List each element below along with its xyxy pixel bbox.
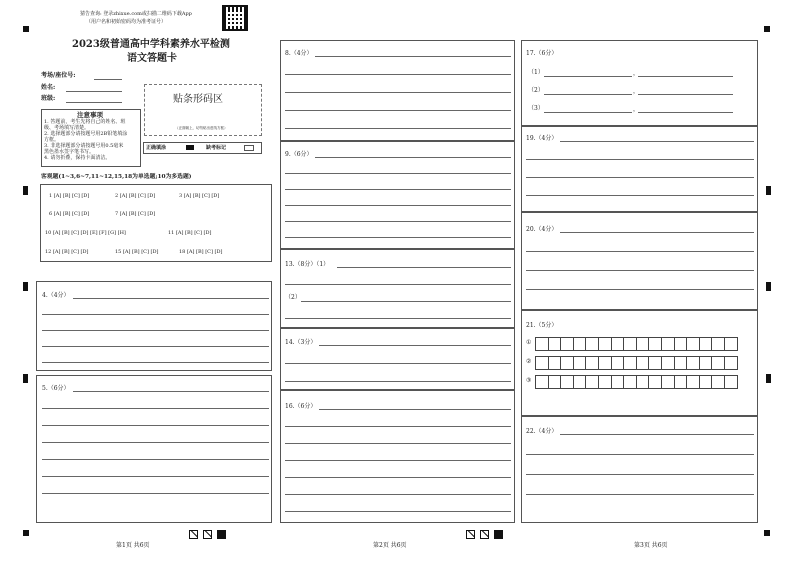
writing-grid-row-3[interactable]: [535, 375, 737, 389]
answer-line[interactable]: [42, 425, 269, 426]
grid-cell[interactable]: [585, 337, 599, 351]
q17-box: [521, 40, 758, 126]
answer-line[interactable]: [42, 476, 269, 477]
instruction-line: 1. 答题前，考生先将自己的姓名、班: [44, 119, 126, 125]
grid-cell[interactable]: [686, 337, 700, 351]
side-mark: [766, 186, 771, 195]
q20-box: [521, 212, 758, 310]
grid-cell[interactable]: [548, 356, 562, 370]
q21-box: [521, 310, 758, 416]
status-box: [143, 142, 262, 154]
answer-line[interactable]: [42, 442, 269, 443]
barcode-area: [144, 84, 262, 136]
grid-cell[interactable]: [535, 337, 549, 351]
page-number-1: 第1页 共6页: [116, 542, 150, 549]
grid-cell[interactable]: [573, 356, 587, 370]
grid-cell[interactable]: [560, 337, 574, 351]
choice-row-item[interactable]: 12 [A] [B] [C] [D]: [45, 249, 89, 255]
grid-cell[interactable]: [611, 337, 625, 351]
answer-line[interactable]: [42, 314, 269, 315]
q22-box: [521, 416, 758, 523]
grid-cell[interactable]: [636, 356, 650, 370]
class-field[interactable]: [66, 102, 122, 103]
score-notice: 猜告查询: 登录zhixue.com或扫描二维码下载App: [80, 11, 192, 17]
q13-part2-label: （2）: [285, 294, 301, 301]
q13-box: [280, 249, 515, 328]
grid-cell[interactable]: [548, 375, 562, 389]
answer-line[interactable]: [638, 94, 733, 95]
side-mark: [23, 374, 28, 383]
grid-cell[interactable]: [573, 337, 587, 351]
corner-mark-br: [764, 530, 770, 536]
answer-line[interactable]: [42, 459, 269, 460]
choice-row-item[interactable]: 10 [A] [B] [C] [D] [E] [F] [G] [H]: [45, 230, 126, 236]
q8-label: 8.（4分）: [285, 50, 313, 57]
answer-line[interactable]: [285, 426, 511, 427]
grid-cell[interactable]: [724, 375, 738, 389]
instruction-line: 黑色墨水签字笔书写。: [44, 149, 95, 155]
q8-box: [280, 40, 515, 141]
answer-line[interactable]: [638, 76, 733, 77]
grid-cell[interactable]: [623, 375, 637, 389]
q17-sep: ，: [633, 70, 640, 77]
side-mark: [766, 374, 771, 383]
grid-cell[interactable]: [535, 375, 549, 389]
answer-line[interactable]: [544, 112, 632, 113]
objective-title: 客观题(1~3,6~7,11~12,15,18为单选题;10为多选题): [41, 174, 192, 180]
grid-cell[interactable]: [711, 337, 725, 351]
answer-line[interactable]: [285, 363, 511, 364]
name-label: 姓名:: [41, 84, 56, 91]
answer-line[interactable]: [319, 409, 511, 410]
page-number-2: 第2页 共6页: [373, 542, 407, 549]
choice-row-item[interactable]: 2 [A] [B] [C] [D]: [115, 193, 156, 199]
answer-line[interactable]: [319, 345, 511, 346]
correct-fill-sample-icon: [186, 145, 194, 150]
writing-grid-row-2[interactable]: [535, 356, 737, 370]
grid-cell[interactable]: [560, 356, 574, 370]
instruction-line: 3. 非选择题部分请按题号用0.5毫米: [44, 143, 124, 149]
grid-cell[interactable]: [636, 337, 650, 351]
side-mark: [23, 282, 28, 291]
q17-part3-label: （3）: [528, 105, 544, 112]
grid-cell[interactable]: [674, 356, 688, 370]
answer-line[interactable]: [73, 391, 269, 392]
answer-line[interactable]: [285, 511, 511, 512]
answer-line[interactable]: [285, 173, 511, 174]
q9-label: 9.（6分）: [285, 151, 313, 158]
grid-cell[interactable]: [724, 337, 738, 351]
page-number-3: 第3页 共6页: [634, 542, 668, 549]
grid-cell[interactable]: [711, 375, 725, 389]
answer-line[interactable]: [285, 221, 511, 222]
q19-box: [521, 126, 758, 212]
grid-cell[interactable]: [648, 356, 662, 370]
name-field[interactable]: [66, 91, 122, 92]
answer-line[interactable]: [285, 92, 511, 93]
barcode-label: 贴条形码区: [173, 94, 223, 105]
answer-line[interactable]: [42, 330, 269, 331]
q21-label: 21.（5分）: [526, 322, 558, 329]
choice-row-item[interactable]: 3 [A] [B] [C] [D]: [179, 193, 220, 199]
instructions-box: [41, 109, 141, 167]
grid-cell[interactable]: [711, 356, 725, 370]
grid-cell[interactable]: [560, 375, 574, 389]
page-title: 2023级普通高中学科素养水平检测: [72, 39, 230, 50]
answer-line[interactable]: [526, 474, 754, 475]
grid-cell[interactable]: [535, 356, 549, 370]
grid-cell[interactable]: [686, 375, 700, 389]
grid-cell[interactable]: [648, 337, 662, 351]
grid-cell[interactable]: [623, 356, 637, 370]
answer-line[interactable]: [526, 251, 754, 252]
answer-line[interactable]: [526, 195, 754, 196]
absent-checkbox[interactable]: [244, 145, 254, 151]
answer-line[interactable]: [544, 76, 632, 77]
q5-label: 5.（6分）: [42, 385, 70, 392]
q17-sep: ，: [633, 88, 640, 95]
grid-cell[interactable]: [611, 375, 625, 389]
q14-box: [280, 328, 515, 390]
answer-line[interactable]: [285, 237, 511, 238]
choice-row-item[interactable]: 11 [A] [B] [C] [D]: [168, 230, 212, 236]
grid-cell[interactable]: [573, 375, 587, 389]
answer-line[interactable]: [42, 346, 269, 347]
grid-cell[interactable]: [598, 375, 612, 389]
answer-line[interactable]: [285, 443, 511, 444]
grid-cell[interactable]: [648, 375, 662, 389]
answer-line[interactable]: [285, 284, 511, 285]
grid-cell[interactable]: [548, 337, 562, 351]
answer-line[interactable]: [337, 267, 511, 268]
objective-box: [40, 184, 272, 262]
side-mark: [766, 282, 771, 291]
answer-line[interactable]: [285, 381, 511, 382]
choice-row-item[interactable]: 6 [A] [B] [C] [D]: [49, 211, 90, 217]
grid-cell[interactable]: [623, 337, 637, 351]
grid-cell[interactable]: [661, 375, 675, 389]
q17-sep: ，: [633, 106, 640, 113]
barcode-hint: （正面朝上，切勿贴出虚线方框）: [175, 126, 228, 130]
grid-cell[interactable]: [686, 356, 700, 370]
qr-code-icon: [222, 5, 248, 31]
grid-cell[interactable]: [724, 356, 738, 370]
grid-cell[interactable]: [661, 337, 675, 351]
q16-box: [280, 390, 515, 523]
grid-cell[interactable]: [674, 337, 688, 351]
q21-row3-label: ③: [526, 377, 532, 384]
page-code-fill-icon: [494, 530, 503, 539]
q4-box: [36, 281, 272, 371]
answer-line[interactable]: [315, 157, 511, 158]
grid-cell[interactable]: [611, 356, 625, 370]
answer-line[interactable]: [526, 494, 754, 495]
instruction-line: 4. 请勿折叠，保持卡面清洁。: [44, 155, 111, 161]
answer-line[interactable]: [544, 94, 632, 95]
score-notice-sub: （用户名和初始密码均为准考证号）: [86, 19, 167, 25]
answer-line[interactable]: [526, 289, 754, 290]
page-code-slash-icon: [203, 530, 212, 539]
answer-line[interactable]: [285, 74, 511, 75]
page-code-fill-icon: [217, 530, 226, 539]
answer-line[interactable]: [42, 493, 269, 494]
answer-line[interactable]: [526, 270, 754, 271]
seat-label: 考场/座位号:: [41, 72, 76, 79]
absent-mark-label: 缺考标记: [206, 145, 227, 151]
q16-label: 16.（6分）: [285, 403, 317, 410]
instruction-line: 2. 选择题部分请按题号用2B铅笔填涂: [44, 131, 128, 137]
answer-line[interactable]: [560, 434, 754, 435]
answer-line[interactable]: [73, 298, 269, 299]
answer-line[interactable]: [285, 189, 511, 190]
answer-line[interactable]: [526, 454, 754, 455]
page-code-slash-icon: [480, 530, 489, 539]
answer-line[interactable]: [315, 56, 511, 57]
q4-label: 4.（4分）: [42, 292, 70, 299]
q13-label: 13.（8分）（1）: [285, 261, 330, 268]
instruction-line: 级、考场填写清楚。: [44, 125, 90, 131]
class-label: 班级:: [41, 95, 56, 102]
grid-cell[interactable]: [699, 337, 713, 351]
q17-label: 17.（6分）: [526, 50, 558, 57]
answer-line[interactable]: [42, 362, 269, 363]
side-mark: [23, 186, 28, 195]
grid-cell[interactable]: [674, 375, 688, 389]
answer-line[interactable]: [285, 205, 511, 206]
q14-label: 14.（3分）: [285, 339, 317, 346]
grid-cell[interactable]: [661, 356, 675, 370]
corner-mark-tl: [23, 26, 29, 32]
page-code-slash-icon: [189, 530, 198, 539]
instruction-line: 方框。: [44, 137, 60, 143]
q9-box: [280, 141, 515, 249]
choice-row-item[interactable]: 15 [A] [B] [C] [D]: [115, 249, 159, 255]
q21-row2-label: ②: [526, 358, 532, 365]
answer-line[interactable]: [560, 141, 754, 142]
answer-line[interactable]: [285, 494, 511, 495]
grid-cell[interactable]: [585, 356, 599, 370]
corner-mark-bl: [23, 530, 29, 536]
seat-field[interactable]: [94, 79, 122, 80]
q17-part2-label: （2）: [528, 87, 544, 94]
grid-cell[interactable]: [699, 356, 713, 370]
grid-cell[interactable]: [598, 337, 612, 351]
page-code-slash-icon: [466, 530, 475, 539]
q21-row1-label: ①: [526, 339, 532, 346]
answer-line[interactable]: [285, 110, 511, 111]
answer-line[interactable]: [560, 232, 754, 233]
choice-row-item[interactable]: 18 [A] [B] [C] [D]: [179, 249, 223, 255]
page-subtitle: 语文答题卡: [127, 53, 177, 64]
choice-row-item[interactable]: 1 [A] [B] [C] [D]: [49, 193, 90, 199]
grid-cell[interactable]: [699, 375, 713, 389]
q22-label: 22.（4分）: [526, 428, 558, 435]
q5-box: [36, 375, 272, 523]
answer-line[interactable]: [285, 128, 511, 129]
choice-row-item[interactable]: 7 [A] [B] [C] [D]: [115, 211, 156, 217]
answer-line[interactable]: [301, 301, 511, 302]
instructions-title: 注意事项: [77, 111, 103, 119]
q17-part1-label: （1）: [528, 69, 544, 76]
q20-label: 20.（4分）: [526, 226, 558, 233]
answer-line[interactable]: [285, 477, 511, 478]
grid-cell[interactable]: [598, 356, 612, 370]
answer-line[interactable]: [42, 408, 269, 409]
answer-line[interactable]: [526, 159, 754, 160]
answer-line[interactable]: [638, 112, 733, 113]
answer-line[interactable]: [285, 460, 511, 461]
correct-fill-label: 正确填涂: [146, 145, 167, 151]
answer-line[interactable]: [285, 318, 511, 319]
corner-mark-tr: [764, 26, 770, 32]
q19-label: 19.（4分）: [526, 135, 558, 142]
writing-grid-row-1[interactable]: [535, 337, 737, 351]
grid-cell[interactable]: [585, 375, 599, 389]
answer-line[interactable]: [526, 177, 754, 178]
grid-cell[interactable]: [636, 375, 650, 389]
